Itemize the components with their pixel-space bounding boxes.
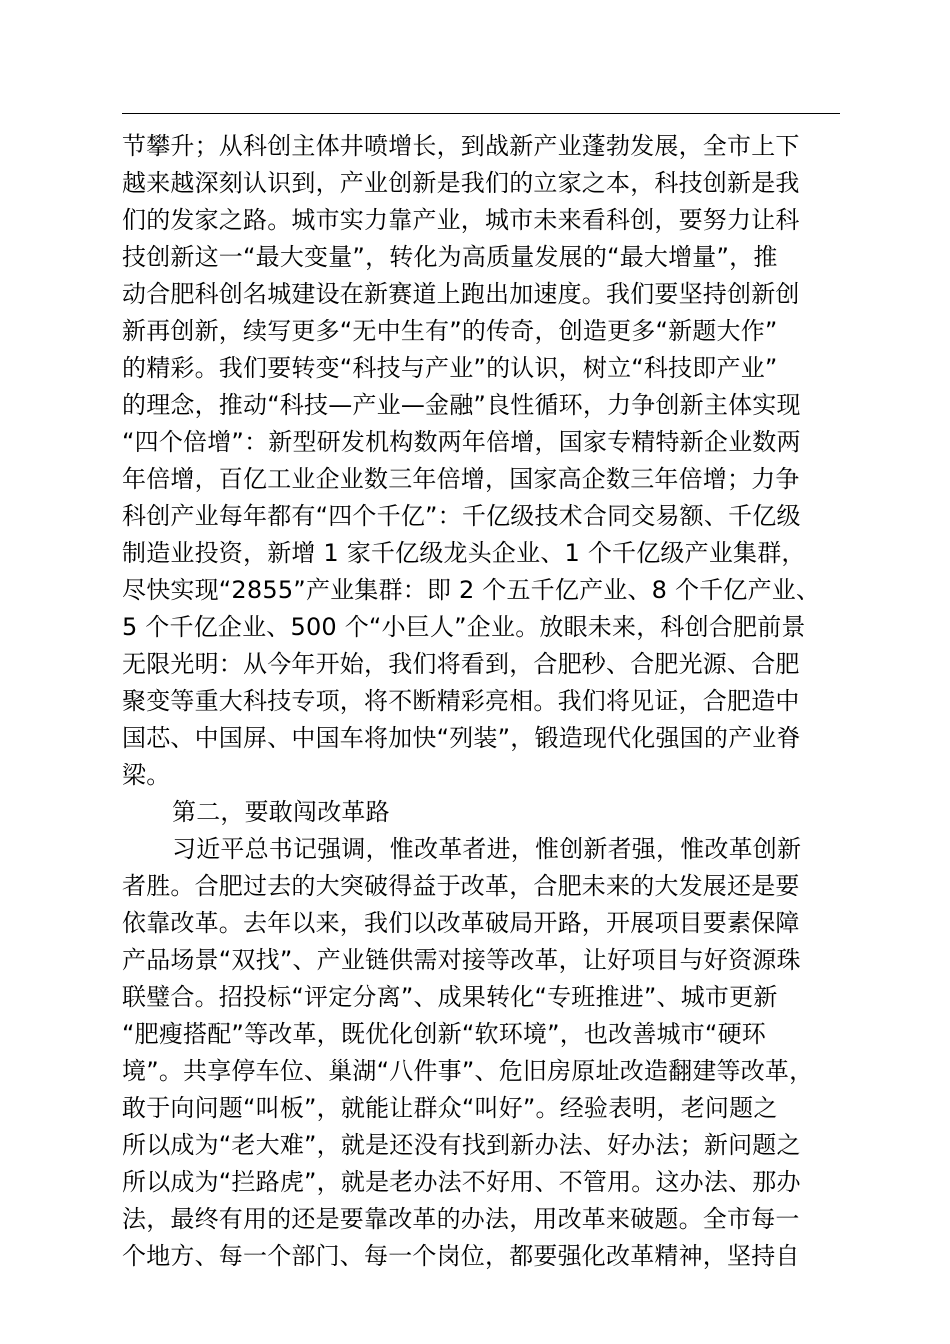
text-line: 年倍增，百亿工业企业数三年倍增，国家高企数三年倍增；力争 — [122, 465, 800, 493]
text-line: 尽快实现“2855”产业集群：即 2 个五千亿产业、8 个千亿产业、 — [122, 576, 821, 604]
text-line: 国芯、中国屏、中国车将加快“列装”，锻造现代化强国的产业脊 — [122, 724, 801, 752]
header-rule — [122, 113, 840, 114]
text-line: 科创产业每年都有“四个千亿”：千亿级技术合同交易额、千亿级 — [122, 502, 801, 530]
text-line: 所以成为“拦路虎”，就是老办法不好用、不管用。这办法、那办 — [122, 1168, 801, 1196]
text-line: 梁。 — [122, 761, 171, 789]
text-line: 的精彩。我们要转变“科技与产业”的认识，树立“科技即产业” — [122, 354, 778, 382]
text-line: “肥瘦搭配”等改革，既优化创新“软环境”，也改善城市“硬环 — [122, 1020, 766, 1048]
paragraph-first-line: 习近平总书记强调，惟改革者进，惟创新者强，惟改革创新 — [172, 835, 802, 863]
text-line: 个地方、每一个部门、每一个岗位，都要强化改革精神，坚持自 — [122, 1242, 800, 1270]
section-heading: 第二，要敢闯改革路 — [172, 798, 390, 826]
text-line: 依靠改革。去年以来，我们以改革破局开路，开展项目要素保障 — [122, 909, 800, 937]
text-line: 产品场景“双找”、产业链供需对接等改革，让好项目与好资源珠 — [122, 946, 801, 974]
text-line: 新再创新，续写更多“无中生有”的传奇，创造更多“新题大作” — [122, 317, 778, 345]
text-line: 者胜。合肥过去的大突破得益于改革，合肥未来的大发展还是要 — [122, 872, 800, 900]
text-line: 聚变等重大科技专项，将不断精彩亮相。我们将见证，合肥造中 — [122, 687, 800, 715]
text-line: 节攀升；从科创主体井喷增长，到战新产业蓬勃发展，全市上下 — [122, 132, 800, 160]
text-line: 越来越深刻认识到，产业创新是我们的立家之本，科技创新是我 — [122, 169, 800, 197]
text-line: 法，最终有用的还是要靠改革的办法，用改革来破题。全市每一 — [122, 1205, 800, 1233]
text-line: 制造业投资，新增 1 家千亿级龙头企业、1 个千亿级产业集群， — [122, 539, 806, 567]
text-line: 联璧合。招投标“评定分离”、成果转化“专班推进”、城市更新 — [122, 983, 778, 1011]
text-line: “四个倍增”：新型研发机构数两年倍增，国家专精特新企业数两 — [122, 428, 801, 456]
text-line: 所以成为“老大难”，就是还没有找到新办法、好办法；新问题之 — [122, 1131, 801, 1159]
text-line: 境”。共享停车位、巢湖“八件事”、危旧房原址改造翻建等改革， — [122, 1057, 814, 1085]
text-line: 技创新这一“最大变量”，转化为高质量发展的“最大增量”，推 — [122, 243, 778, 271]
text-line: 的理念，推动“科技—产业—金融”良性循环，力争创新主体实现 — [122, 391, 801, 419]
text-line: 动合肥科创名城建设在新赛道上跑出加速度。我们要坚持创新创 — [122, 280, 800, 308]
text-line: 敢于向问题“叫板”，就能让群众“叫好”。经验表明，老问题之 — [122, 1094, 778, 1122]
text-line: 5 个千亿企业、500 个“小巨人”企业。放眼未来，科创合肥前景 — [122, 613, 806, 641]
text-line: 无限光明：从今年开始，我们将看到，合肥秒、合肥光源、合肥 — [122, 650, 800, 678]
text-line: 们的发家之路。城市实力靠产业，城市未来看科创，要努力让科 — [122, 206, 800, 234]
